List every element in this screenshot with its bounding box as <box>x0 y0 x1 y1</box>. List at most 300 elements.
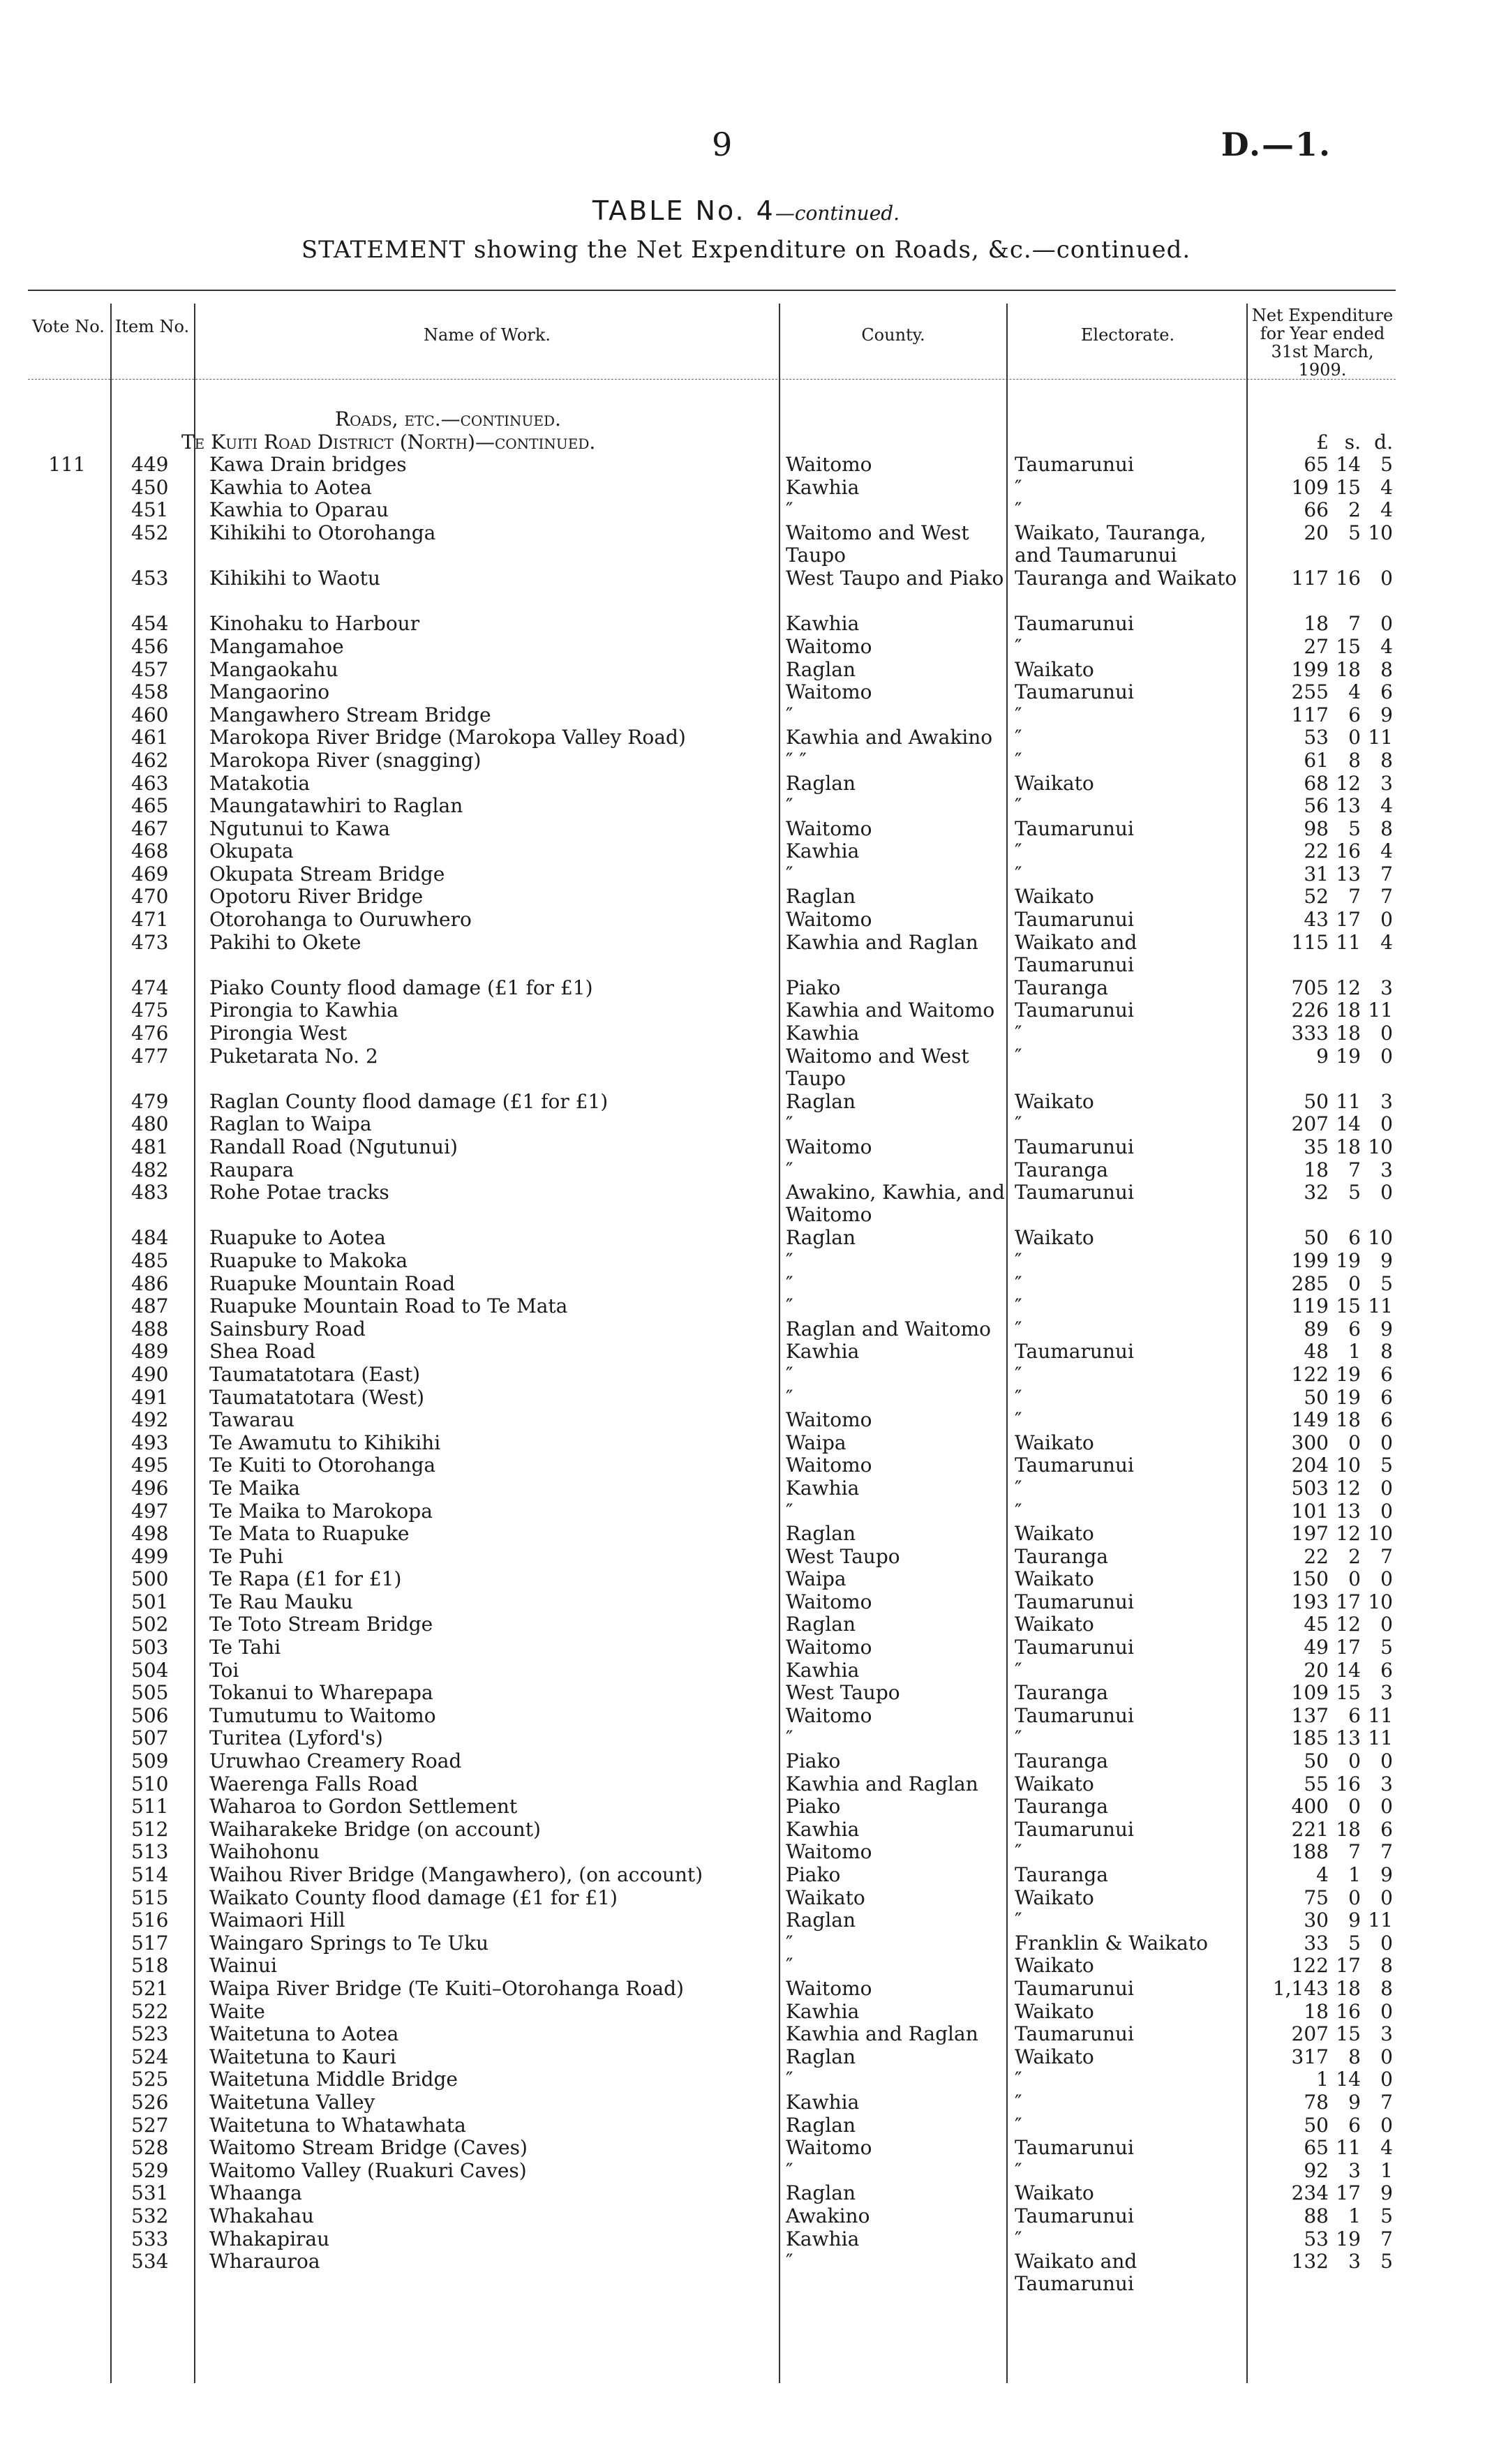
work-name-cell: Wharauroa <box>209 2250 320 2273</box>
electorate-cell: ″ <box>1015 2068 1022 2091</box>
county-cell: Kawhia <box>786 1477 860 1500</box>
expenditure-cell <box>1249 1841 1396 1863</box>
amount-shillings: 3 <box>1348 2158 1361 2182</box>
table-row <box>28 1705 1396 1728</box>
amount-pence: 6 <box>1380 1817 1393 1841</box>
county-cell: Waitomo and West Taupo <box>786 1045 969 1090</box>
item-cell: 486 <box>131 1271 169 1295</box>
expenditure-cell <box>1249 2091 1396 2114</box>
county-cell: Raglan <box>786 2114 856 2137</box>
county-cell: Waitomo <box>786 817 872 840</box>
item-cell: 526 <box>131 2090 169 2114</box>
amount-pence: 0 <box>1380 908 1393 932</box>
work-name-cell: Te Puhi <box>209 1545 283 1568</box>
work-name-cell: Raglan to Waipa <box>209 1113 372 1136</box>
expenditure-cell <box>1249 1250 1396 1272</box>
county-cell: Raglan <box>786 1227 856 1250</box>
item-cell: 462 <box>131 748 169 772</box>
county-cell: Piako <box>786 1864 841 1886</box>
table-row <box>28 1409 1396 1432</box>
amount-pence: 3 <box>1380 771 1393 795</box>
table-row <box>28 909 1396 932</box>
expenditure-cell <box>1249 1022 1396 1045</box>
amount-pounds: 188 <box>1291 1840 1329 1864</box>
amount-pounds: 234 <box>1291 2181 1329 2205</box>
amount-pounds: 9 <box>1316 1044 1329 1068</box>
county-cell: Kawhia <box>786 1022 860 1045</box>
amount-pence: 4 <box>1380 634 1393 658</box>
table-row <box>28 1159 1396 1182</box>
expenditure-cell <box>1249 659 1396 681</box>
electorate-cell: Tauranga <box>1015 976 1108 999</box>
electorate-cell: ″ <box>1015 1727 1022 1750</box>
amount-pounds: 285 <box>1291 1271 1329 1295</box>
item-cell: 470 <box>131 885 169 909</box>
amount-shillings: 12 <box>1336 1476 1361 1500</box>
county-cell: Raglan and Waitomo <box>786 1317 991 1341</box>
amount-pence: 0 <box>1380 2045 1393 2068</box>
electorate-cell: Waikato and Taumarunui <box>1015 931 1137 976</box>
work-name-cell: Waitetuna to Whatawhata <box>209 2114 466 2137</box>
amount-pence: 11 <box>1368 1294 1393 1318</box>
amount-pence: 3 <box>1380 1772 1393 1795</box>
expenditure-cell <box>1249 795 1396 817</box>
header-vote: Vote No. <box>32 317 105 336</box>
work-name-cell: Waite <box>209 2000 265 2023</box>
amount-pence: 8 <box>1380 748 1393 772</box>
electorate-cell: ″ <box>1015 1045 1022 1068</box>
item-cell: 506 <box>131 1703 169 1727</box>
table-row <box>28 1181 1396 1227</box>
electorate-cell: Franklin & Waikato <box>1015 1932 1208 1955</box>
expenditure-cell <box>1249 1341 1396 1363</box>
work-name-cell: Rohe Potae tracks <box>209 1181 389 1204</box>
amount-shillings: 8 <box>1348 2045 1361 2068</box>
amount-shillings: 14 <box>1336 2068 1361 2091</box>
table-row <box>28 1864 1396 1887</box>
electorate-cell: Taumarunui <box>1015 1704 1134 1727</box>
expenditure-cell <box>1249 863 1396 886</box>
item-cell: 528 <box>131 2136 169 2160</box>
work-name-cell: Mangaorino <box>209 681 330 704</box>
table-row <box>28 1523 1396 1546</box>
expenditure-cell <box>1249 454 1396 476</box>
work-name-cell: Sainsbury Road <box>209 1317 366 1341</box>
work-name-cell: Te Rapa (£1 for £1) <box>209 1568 402 1591</box>
electorate-cell: ″ <box>1015 1363 1022 1386</box>
county-cell: Waitomo <box>786 2137 872 2160</box>
item-cell: 531 <box>131 2181 169 2205</box>
amount-pounds: 22 <box>1304 839 1329 863</box>
amount-shillings: 6 <box>1348 1226 1361 1250</box>
item-cell: 480 <box>131 1112 169 1136</box>
county-cell: Raglan <box>786 1909 856 1932</box>
amount-pence: 0 <box>1380 1795 1393 1819</box>
table-row <box>28 1546 1396 1569</box>
table-row <box>28 1750 1396 1773</box>
county-cell: Waitomo <box>786 681 872 704</box>
work-name-cell: Pakihi to Okete <box>209 931 361 954</box>
expenditure-cell <box>1249 681 1396 703</box>
expenditure-cell <box>1249 1795 1396 1818</box>
work-name-cell: Otorohanga to Ouruwhero <box>209 909 472 932</box>
table-row <box>28 2023 1396 2046</box>
amount-pence: 0 <box>1380 2113 1393 2137</box>
amount-pounds: 22 <box>1304 1544 1329 1568</box>
amount-shillings: 15 <box>1336 634 1361 658</box>
amount-shillings: 3 <box>1348 2250 1361 2273</box>
amount-pounds: 49 <box>1304 1636 1329 1659</box>
electorate-cell: ″ <box>1015 1113 1022 1136</box>
expenditure-cell <box>1249 2114 1396 2137</box>
amount-pence: 9 <box>1380 2181 1393 2205</box>
expenditure-cell <box>1249 749 1396 772</box>
electorate-cell: ″ <box>1015 1659 1022 1682</box>
county-cell: ″ <box>786 863 793 886</box>
amount-shillings: 6 <box>1348 2113 1361 2137</box>
section-district: Te Kuiti Road District (North)—continued. <box>181 430 596 454</box>
county-cell: Kawhia and Raglan <box>786 1772 978 1795</box>
county-cell: ″ <box>786 795 793 818</box>
amount-pence: 3 <box>1380 1681 1393 1705</box>
electorate-cell: ″ <box>1015 476 1022 499</box>
electorate-cell: Waikato <box>1015 2045 1094 2068</box>
amount-pounds: 30 <box>1304 1909 1329 1932</box>
amount-pounds: 199 <box>1291 657 1329 681</box>
header-county: County. <box>861 325 925 345</box>
table-row <box>28 1795 1396 1819</box>
expenditure-cell <box>1249 999 1396 1022</box>
item-cell: 456 <box>131 634 169 658</box>
amount-shillings: 19 <box>1336 1044 1361 1068</box>
county-cell: ″ <box>786 1295 793 1318</box>
table-row <box>28 840 1396 863</box>
expenditure-cell <box>1249 840 1396 863</box>
expenditure-cell <box>1249 1546 1396 1568</box>
expenditure-cell <box>1249 932 1396 954</box>
county-cell: Waitomo <box>786 1136 872 1158</box>
table-row <box>28 1136 1396 1159</box>
amount-pounds: 89 <box>1304 1317 1329 1341</box>
expenditure-cell <box>1249 1659 1396 1682</box>
county-cell: Raglan <box>786 1090 856 1113</box>
work-name-cell: Waitomo Stream Bridge (Caves) <box>209 2137 528 2160</box>
expenditure-cell <box>1249 977 1396 999</box>
work-name-cell: Waitetuna Middle Bridge <box>209 2068 458 2091</box>
work-name-cell: Puketarata No. 2 <box>209 1045 378 1068</box>
amount-pence: 11 <box>1368 999 1393 1022</box>
amount-pounds: 55 <box>1304 1772 1329 1795</box>
electorate-cell: Waikato <box>1015 2182 1094 2205</box>
expenditure-cell <box>1249 1613 1396 1636</box>
county-cell: Waitomo <box>786 1409 872 1432</box>
amount-shillings: 0 <box>1348 1567 1361 1591</box>
document-reference: D.—1. <box>1221 126 1331 163</box>
item-cell: 517 <box>131 1931 169 1955</box>
county-cell: Waitomo <box>786 635 872 658</box>
work-name-cell: Matakotia <box>209 772 311 795</box>
amount-shillings: 12 <box>1336 1522 1361 1546</box>
amount-pence: 3 <box>1380 1158 1393 1181</box>
amount-pounds: 4 <box>1316 1863 1329 1886</box>
electorate-cell: ″ <box>1015 2159 1022 2182</box>
section-heading-roads <box>28 408 1396 431</box>
expenditure-cell <box>1249 1636 1396 1659</box>
county-cell: West Taupo <box>786 1682 900 1705</box>
item-cell: 534 <box>131 2250 169 2273</box>
table-row <box>28 1318 1396 1341</box>
amount-shillings: 15 <box>1336 475 1361 499</box>
item-cell: 483 <box>131 1181 169 1204</box>
expenditure-cell <box>1249 2182 1396 2204</box>
amount-pence: 0 <box>1380 1431 1393 1454</box>
amount-shillings: 5 <box>1348 1181 1361 1204</box>
item-cell: 487 <box>131 1294 169 1318</box>
amount-pounds: 101 <box>1291 1499 1329 1523</box>
amount-shillings: 7 <box>1348 612 1361 636</box>
amount-pence: 8 <box>1380 1340 1393 1364</box>
work-name-cell: Waihohonu <box>209 1841 320 1864</box>
amount-pence: 10 <box>1368 1590 1393 1613</box>
header-item: Item No. <box>114 317 190 336</box>
amount-shillings: 18 <box>1336 999 1361 1022</box>
electorate-cell: Waikato and Taumarunui <box>1015 2250 1137 2296</box>
work-name-cell: Piako County flood damage (£1 for £1) <box>209 976 593 999</box>
table-row <box>28 749 1396 772</box>
expenditure-table <box>28 290 1396 2383</box>
table-row <box>28 681 1396 704</box>
work-name-cell: Te Kuiti to Otorohanga <box>209 1454 436 1477</box>
electorate-cell: Tauranga <box>1015 1545 1108 1568</box>
item-cell: 481 <box>131 1135 169 1158</box>
item-cell: 497 <box>131 1499 169 1523</box>
item-cell: 465 <box>131 794 169 818</box>
electorate-cell: ″ <box>1015 1477 1022 1500</box>
amount-pounds: 400 <box>1291 1795 1329 1819</box>
electorate-cell: ″ <box>1015 1841 1022 1864</box>
county-cell: Waitomo <box>786 1841 872 1864</box>
amount-pounds: 115 <box>1291 930 1329 954</box>
amount-pence: 7 <box>1380 885 1393 909</box>
table-row <box>28 2091 1396 2114</box>
table-row <box>28 636 1396 659</box>
amount-pounds: 50 <box>1304 1749 1329 1773</box>
table-row <box>28 1819 1396 1842</box>
electorate-cell: Tauranga <box>1015 1158 1108 1181</box>
work-name-cell: Shea Road <box>209 1341 315 1364</box>
item-cell: 524 <box>131 2045 169 2068</box>
electorate-cell: Waikato <box>1015 886 1094 909</box>
item-cell: 495 <box>131 1454 169 1477</box>
amount-pence: 4 <box>1380 794 1393 818</box>
amount-pounds: 18 <box>1304 612 1329 636</box>
amount-pence: 8 <box>1380 657 1393 681</box>
item-cell: 477 <box>131 1044 169 1068</box>
item-cell: 505 <box>131 1681 169 1705</box>
expenditure-cell <box>1249 1181 1396 1204</box>
county-cell: Raglan <box>786 2045 856 2068</box>
item-cell: 492 <box>131 1408 169 1432</box>
expenditure-cell <box>1249 1318 1396 1341</box>
county-cell: Raglan <box>786 1613 856 1636</box>
amount-pounds: 75 <box>1304 1886 1329 1909</box>
electorate-cell: Taumarunui <box>1015 909 1134 932</box>
amount-pence: 0 <box>1380 1499 1393 1523</box>
item-cell: 460 <box>131 703 169 726</box>
work-name-cell: Te Awamutu to Kihikihi <box>209 1431 441 1454</box>
amount-shillings: 14 <box>1336 453 1361 477</box>
electorate-cell: ″ <box>1015 499 1022 522</box>
item-cell: 453 <box>131 567 169 590</box>
table-row <box>28 1045 1396 1091</box>
amount-pounds: 109 <box>1291 1681 1329 1705</box>
county-cell: Waitomo <box>786 1454 872 1477</box>
county-cell: Waipa <box>786 1431 846 1454</box>
item-cell: 500 <box>131 1567 169 1591</box>
table-row <box>28 1591 1396 1614</box>
amount-shillings: 10 <box>1336 1454 1361 1477</box>
county-cell: Kawhia <box>786 613 860 636</box>
amount-shillings: 18 <box>1336 1022 1361 1045</box>
item-cell: 458 <box>131 680 169 704</box>
amount-pence: 11 <box>1368 1726 1393 1750</box>
electorate-cell: Waikato <box>1015 1568 1094 1591</box>
expenditure-cell <box>1249 1773 1396 1795</box>
amount-pounds: 117 <box>1291 567 1329 590</box>
amount-pounds: 78 <box>1304 2090 1329 2114</box>
amount-pounds: 204 <box>1291 1454 1329 1477</box>
item-cell: 449 <box>131 453 169 477</box>
amount-pounds: 88 <box>1304 2204 1329 2227</box>
item-cell: 474 <box>131 976 169 999</box>
work-name-cell: Waihou River Bridge (Mangawhero), (on account) <box>209 1864 703 1886</box>
expenditure-cell <box>1249 1932 1396 1955</box>
table-body <box>28 408 1396 2296</box>
amount-pence: 4 <box>1380 839 1393 863</box>
electorate-cell: ″ <box>1015 703 1022 726</box>
county-cell: Kawhia <box>786 2091 860 2114</box>
amount-pence: 6 <box>1380 1362 1393 1386</box>
table-row <box>28 2182 1396 2205</box>
electorate-cell: Taumarunui <box>1015 1636 1134 1659</box>
table-row <box>28 1432 1396 1455</box>
table-row <box>28 1341 1396 1364</box>
table-row <box>28 659 1396 682</box>
electorate-cell: ″ <box>1015 1317 1022 1341</box>
work-name-cell: Whakahau <box>209 2204 314 2227</box>
county-cell: ″ <box>786 1272 793 1295</box>
work-name-cell: Te Mata to Ruapuke <box>209 1523 410 1546</box>
table-row <box>28 567 1396 613</box>
item-cell: 454 <box>131 612 169 636</box>
expenditure-cell <box>1249 1682 1396 1704</box>
amount-pounds: 132 <box>1291 2250 1329 2273</box>
amount-shillings: 19 <box>1336 1385 1361 1409</box>
amount-pounds: 45 <box>1304 1613 1329 1636</box>
expenditure-cell <box>1249 2068 1396 2091</box>
amount-pence: 0 <box>1380 1044 1393 1068</box>
amount-shillings: 8 <box>1348 748 1361 772</box>
amount-pounds: 66 <box>1304 498 1329 522</box>
table-row <box>28 2250 1396 2296</box>
table-row <box>28 1682 1396 1705</box>
work-name-cell: Te Maika to Marokopa <box>209 1500 433 1523</box>
electorate-cell: Waikato <box>1015 1523 1094 1546</box>
amount-pence: 6 <box>1380 680 1393 704</box>
expenditure-cell <box>1249 2023 1396 2045</box>
item-cell: 457 <box>131 657 169 681</box>
amount-pounds: 65 <box>1304 2136 1329 2160</box>
table-row <box>28 2228 1396 2251</box>
county-cell: Waitomo <box>786 909 872 932</box>
electorate-cell: Waikato <box>1015 1090 1094 1113</box>
county-cell: ″ <box>786 703 793 726</box>
expenditure-cell <box>1249 2001 1396 2023</box>
table-row <box>28 2205 1396 2228</box>
work-name-cell: Mangaokahu <box>209 658 338 681</box>
electorate-cell: Taumarunui <box>1015 2023 1134 2046</box>
table-title <box>0 195 1492 226</box>
amount-pounds: 122 <box>1291 1954 1329 1978</box>
table-row <box>28 1387 1396 1410</box>
county-cell: West Taupo <box>786 1545 900 1568</box>
amount-shillings: 13 <box>1336 1499 1361 1523</box>
work-name-cell: Waingaro Springs to Te Uku <box>209 1932 489 1955</box>
electorate-cell: Waikato <box>1015 2000 1094 2023</box>
work-name-cell: Marokopa River (snagging) <box>209 749 482 772</box>
table-row <box>28 1636 1396 1659</box>
amount-shillings: 0 <box>1348 1749 1361 1773</box>
electorate-cell: ″ <box>1015 1500 1022 1523</box>
amount-shillings: 2 <box>1348 498 1361 522</box>
amount-shillings: 19 <box>1336 1248 1361 1272</box>
work-name-cell: Waikato County flood damage (£1 for £1) <box>209 1886 618 1909</box>
amount-shillings: 17 <box>1336 2181 1361 2205</box>
amount-shillings: 11 <box>1336 930 1361 954</box>
county-cell: Kawhia and Awakino <box>786 726 993 749</box>
amount-shillings: 17 <box>1336 908 1361 932</box>
item-cell: 498 <box>131 1522 169 1546</box>
amount-pounds: 52 <box>1304 885 1329 909</box>
item-cell: 501 <box>131 1590 169 1613</box>
county-cell: Waikato <box>786 1886 865 1909</box>
county-cell: Waitomo <box>786 1704 872 1727</box>
item-cell: 452 <box>131 521 169 544</box>
county-cell: ″ <box>786 1955 793 1978</box>
work-name-cell: Ngutunui to Kawa <box>209 817 390 840</box>
work-name-cell: Kihikihi to Otorohanga <box>209 521 436 544</box>
amount-pence: 5 <box>1380 1636 1393 1659</box>
work-name-cell: Ruapuke Mountain Road to Te Mata <box>209 1295 568 1318</box>
item-cell: 523 <box>131 2022 169 2046</box>
amount-pence: 0 <box>1380 1181 1393 1204</box>
work-name-cell: Kawhia to Oparau <box>209 499 389 522</box>
work-name-cell: Waitomo Valley (Ruakuri Caves) <box>209 2159 527 2182</box>
currency-shillings: s. <box>1344 430 1361 454</box>
amount-shillings: 4 <box>1348 680 1361 704</box>
amount-pence: 5 <box>1380 1454 1393 1477</box>
table-row <box>28 1978 1396 2001</box>
amount-pence: 5 <box>1380 453 1393 477</box>
table-row <box>28 477 1396 500</box>
amount-pence: 0 <box>1380 1886 1393 1909</box>
expenditure-cell <box>1249 772 1396 795</box>
amount-pence: 8 <box>1380 1954 1393 1978</box>
amount-pence: 4 <box>1380 475 1393 499</box>
item-cell: 502 <box>131 1613 169 1636</box>
amount-pounds: 221 <box>1291 1817 1329 1841</box>
county-cell: ″ <box>786 1932 793 1955</box>
